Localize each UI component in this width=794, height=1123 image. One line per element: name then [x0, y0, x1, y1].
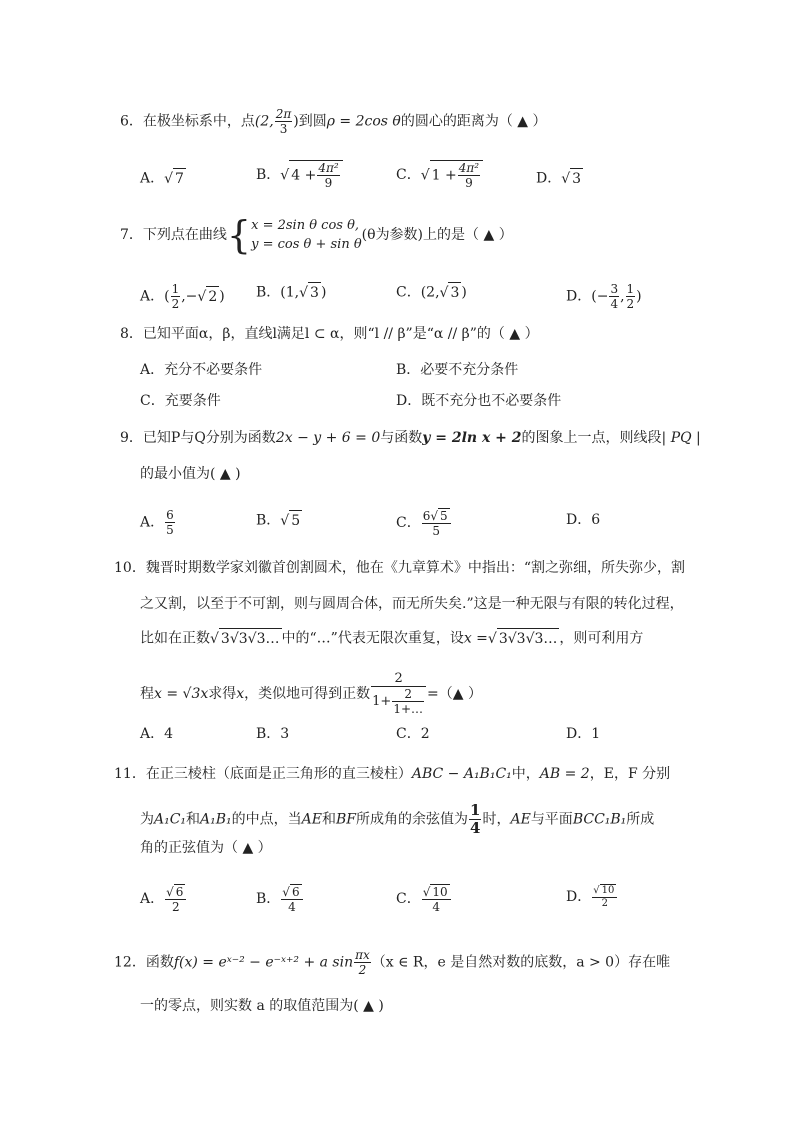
fraction-den: 2 — [601, 898, 608, 909]
q7-option-a[interactable] — [140, 282, 225, 311]
option-label: B． — [256, 167, 281, 183]
q10-continued-fraction — [371, 672, 426, 716]
paren: (2, — [420, 284, 440, 301]
fraction — [165, 508, 175, 537]
left-brace: { — [226, 213, 252, 257]
q10-line3-text-b: 中的“…”代表无限次重复，设 — [281, 630, 464, 647]
q10-line3-text: 比如在正数 — [140, 630, 210, 647]
q8-stem: 8．已知平面α，β，直线l满足l ⊂ α，则“l // β”是“α // β”的（ ▲ ） — [120, 326, 539, 342]
fraction — [317, 161, 339, 190]
q11-ae-2: AE — [510, 811, 531, 828]
radicand: 7 — [173, 168, 186, 189]
fraction — [171, 282, 181, 311]
q6-stem — [120, 107, 547, 136]
q10-var-x: x — [236, 686, 245, 702]
q7-option-c[interactable] — [396, 282, 467, 303]
fraction — [626, 282, 636, 311]
q12-line1 — [114, 948, 670, 977]
q11-line2-text-f: 时， — [482, 811, 511, 828]
q11-line1-text-c: ，E，F 分别 — [589, 766, 671, 782]
radicand-pre: 1 + — [431, 167, 457, 184]
q9-stem-text: 9．已知P与Q分别为函数 — [120, 430, 276, 446]
sqrt: √ 5 — [280, 510, 302, 531]
q9-option-d[interactable]: D．6 — [566, 512, 601, 528]
q6-point-den: 3 — [279, 122, 288, 136]
q10-line4-text: 程 — [140, 686, 154, 702]
q10-line1: 10．魏晋时期数学家刘徽首创割圆术，他在《九章算术》中指出：“割之弥细，所失弥少，割 — [114, 560, 685, 576]
fraction-num: √ 6 — [281, 884, 302, 900]
q11-line1-text: 11．在正三棱柱（底面是正三角形的直三棱柱） — [114, 766, 412, 782]
fraction — [165, 884, 186, 914]
q11-line3: 角的正弦值为（ ▲ ） — [140, 840, 272, 856]
sqrt: √ 3√3√3… — [210, 628, 282, 649]
option-label: B． — [256, 512, 281, 529]
q8-option-d[interactable]: D．既不充分也不必要条件 — [396, 393, 562, 409]
separator: , — [620, 288, 625, 305]
coefficient: 6 — [422, 509, 431, 523]
q11-line2-text-h: 所成 — [626, 811, 655, 828]
q7-eq2: y = cos θ + sin θ — [251, 237, 362, 252]
q9-stem-line2: 的最小值为( ▲ ) — [140, 466, 241, 482]
q10-nested-radical: 3√3√3… — [219, 628, 282, 649]
fraction — [422, 508, 451, 538]
q11-line2-text-b: 和 — [186, 811, 201, 828]
q9-pq: | PQ | — [661, 430, 701, 446]
fraction-num: √ 10 — [422, 884, 451, 900]
q11-line2-text-c: 的中点，当 — [231, 811, 302, 828]
option-label: C． — [396, 167, 421, 183]
fraction-den: 9 — [324, 176, 333, 190]
q6-circle-eq: ρ = 2cos θ — [326, 113, 401, 130]
q7-option-d[interactable] — [566, 282, 642, 311]
fraction-num: √ 6 — [165, 884, 186, 900]
q7-stem-text: 7．下列点在曲线 — [120, 227, 227, 243]
fraction-den: 4 — [470, 819, 481, 837]
radicand: 6 — [291, 885, 300, 899]
q7-param: (θ为参数) — [361, 227, 424, 243]
option-label: D． — [566, 288, 592, 305]
q7-option-b[interactable] — [256, 282, 326, 303]
sqrt: √ 2 — [197, 286, 219, 307]
fraction-den: 4 — [610, 297, 619, 311]
fraction — [458, 161, 480, 190]
sqrt: √ 3 — [299, 282, 321, 303]
q9-option-c[interactable] — [396, 508, 452, 538]
fraction — [281, 884, 302, 914]
fraction-num: 4π² — [318, 161, 339, 175]
fraction-num: √ 10 — [592, 884, 617, 898]
fraction-den: 9 — [465, 176, 473, 190]
q8-option-a[interactable]: A．充分不必要条件 — [140, 362, 263, 378]
q7-stem-text-b: 上的是（ ▲ ） — [423, 227, 513, 243]
inner-fraction — [392, 687, 424, 716]
q11-plane: BCC₁B₁ — [572, 811, 627, 828]
q11-option-d[interactable] — [566, 884, 618, 910]
radicand: 5 — [289, 510, 302, 531]
sqrt: √ 4 + $\frac{\text{4π²}}{9}$ — [280, 160, 342, 190]
q8-option-c[interactable]: C．充要条件 — [140, 393, 221, 409]
q8-option-b[interactable]: B．必要不充分条件 — [396, 362, 519, 378]
q9-eq1: 2x − y + 6 = 0 — [275, 430, 381, 446]
fraction-den: 2 — [626, 297, 635, 311]
q12-fraction — [354, 948, 371, 977]
fraction-den — [371, 687, 426, 716]
q9-eq2: y = 2ln x + 2 — [422, 430, 522, 446]
q9-option-b[interactable] — [256, 510, 302, 531]
fraction-den: 1+… — [393, 702, 424, 716]
q11-option-c[interactable] — [396, 884, 452, 914]
separator: ,− — [181, 288, 198, 305]
radicand: 5 — [440, 509, 448, 523]
option-label: C． — [396, 515, 421, 531]
fraction-num: 1 — [171, 282, 180, 296]
q11-a1c1: A₁C₁ — [154, 811, 187, 828]
q6-option-a[interactable] — [140, 168, 186, 189]
q10-option-b[interactable]: B．3 — [256, 726, 290, 742]
option-label: A． — [140, 170, 165, 187]
q11-line1-text-b: 中， — [511, 766, 540, 782]
fraction-den: 5 — [432, 524, 440, 538]
radicand: 10 — [432, 885, 448, 899]
q10-line3 — [140, 628, 643, 649]
q10-nested-radical-2: 3√3√3… — [497, 628, 560, 649]
fraction-den: 2 — [358, 963, 367, 977]
equals: = — [427, 686, 439, 702]
q11-cos-fraction — [469, 802, 481, 837]
q11-line2-text-d: 和 — [322, 811, 337, 828]
radicand: 10 — [601, 885, 615, 896]
fraction-num: πx — [355, 948, 370, 962]
option-label: B． — [256, 891, 281, 907]
radicand: 3 — [448, 282, 461, 303]
radicand: 2 — [206, 286, 219, 307]
sqrt: √ 7 — [164, 168, 186, 189]
option-label: C． — [396, 284, 421, 301]
q10-option-c[interactable]: C．2 — [396, 726, 430, 742]
q10-line4-text-c: ，类似地可得到正数 — [244, 686, 371, 702]
fraction-num: 4π² — [458, 161, 480, 175]
q12-line1-text-b: （x ∈ R，e 是自然对数的底数，a > 0）存在唯 — [371, 954, 671, 971]
q11-bf: BF — [336, 811, 357, 828]
paren: ) — [219, 288, 225, 305]
q9-stem-text-c: 的图象上一点，则线段 — [521, 430, 662, 446]
fraction-num: 3 — [610, 282, 619, 296]
q10-option-a[interactable]: A．4 — [140, 726, 174, 742]
q11-option-b[interactable] — [256, 884, 304, 914]
option-label: A． — [140, 514, 165, 531]
sqrt: √ 1 + $\frac{\text{4π²}}{9}$ — [421, 160, 483, 190]
fraction-num: 1 — [470, 801, 481, 819]
radicand: 3 — [308, 282, 321, 303]
q11-a1b1: A₁B₁ — [200, 811, 232, 828]
option-label: D． — [536, 170, 562, 187]
cf-pre: 1+ — [372, 694, 392, 709]
q11-prism: ABC − A₁B₁C₁ — [411, 766, 512, 782]
fraction-num: 2 — [392, 687, 424, 702]
q10-line4-text-b: 求得 — [208, 686, 237, 702]
q10-answer-blank: （▲ ） — [438, 686, 482, 702]
q10-equation: x = √3x — [154, 686, 209, 702]
option-label: A． — [140, 288, 165, 305]
q11-option-a[interactable] — [140, 884, 187, 914]
fraction-den: 4 — [288, 900, 296, 914]
fraction-num: 2 — [371, 672, 426, 687]
q12-line2: 一的零点，则实数 a 的取值范围为( ▲ ) — [140, 998, 384, 1014]
paren: ( — [164, 288, 170, 305]
radicand — [289, 160, 342, 190]
q7-equation-system — [251, 216, 362, 254]
paren: ) — [320, 284, 327, 301]
q10-line3-text-c: ，则可利用方 — [559, 630, 644, 647]
q10-line4 — [140, 672, 482, 716]
fraction — [592, 884, 617, 910]
q6-point-fraction — [275, 107, 293, 136]
fraction-den: 5 — [166, 523, 174, 537]
sqrt: √ 3 — [561, 168, 583, 189]
q6-stem-text: 6．在极坐标系中，点 — [120, 113, 255, 130]
q11-ae: AE — [301, 811, 323, 828]
option-label: C． — [396, 891, 421, 907]
q6-point-num: 2π — [275, 107, 292, 121]
radicand — [430, 160, 483, 190]
radicand: 3 — [570, 168, 583, 189]
fraction-den: 2 — [171, 297, 180, 311]
fraction-den: 4 — [432, 900, 440, 914]
q7-eq1: x = 2sin θ cos θ, — [251, 218, 360, 233]
q9-stem-line1 — [120, 428, 701, 448]
q12-line1-text: 12．函数 — [114, 954, 174, 971]
option-label: A． — [140, 891, 165, 907]
q6-option-c[interactable] — [396, 160, 483, 190]
paren: (1, — [280, 284, 300, 301]
q11-line2 — [140, 802, 654, 837]
option-label: B． — [256, 284, 281, 301]
q11-line2-text: 为 — [140, 811, 154, 828]
radicand: 6 — [175, 885, 184, 899]
q9-stem-text-b: 与函数 — [380, 430, 423, 446]
fraction — [422, 884, 451, 914]
q6-option-b[interactable] — [256, 160, 343, 190]
q9-option-a[interactable] — [140, 508, 176, 537]
q11-line2-text-e: 所成角的余弦值为 — [356, 811, 469, 828]
fraction-den: 2 — [171, 900, 180, 914]
q12-function: f(x) = eˣ⁻² − e⁻ˣ⁺² + a sin — [173, 954, 354, 971]
paren: ) — [636, 288, 642, 305]
fraction-num: 6√ 5 — [422, 508, 451, 524]
q11-line2-text-g: 与平面 — [530, 811, 573, 828]
q6-point-end: ) — [293, 113, 299, 130]
fraction-num: 1 — [626, 282, 635, 296]
q10-line2: 之又割，以至于不可割，则与圆周合体，而无所失矣.”这是一种无限与有限的转化过程， — [140, 596, 684, 612]
q11-line1 — [114, 764, 670, 784]
q11-ab: AB = 2 — [539, 766, 590, 782]
q10-x-eq: x = — [463, 630, 488, 647]
paren: ) — [461, 284, 467, 301]
q6-point: (2, — [254, 113, 274, 130]
sqrt: √ 3√3√3… — [488, 628, 560, 649]
q6-stem-text-b: 到圆 — [298, 113, 327, 130]
q6-stem-text-c: 的圆心的距离为（ ▲ ） — [400, 113, 547, 130]
radicand-pre: 4 + — [291, 167, 317, 184]
paren: (− — [591, 288, 609, 305]
sqrt: √ 3 — [440, 282, 462, 303]
fraction-num: 6 — [166, 508, 174, 522]
q6-option-d[interactable] — [536, 168, 583, 189]
fraction — [609, 282, 619, 311]
option-label: D． — [566, 889, 592, 905]
q10-option-d[interactable]: D．1 — [566, 726, 601, 742]
q7-stem — [120, 213, 513, 257]
